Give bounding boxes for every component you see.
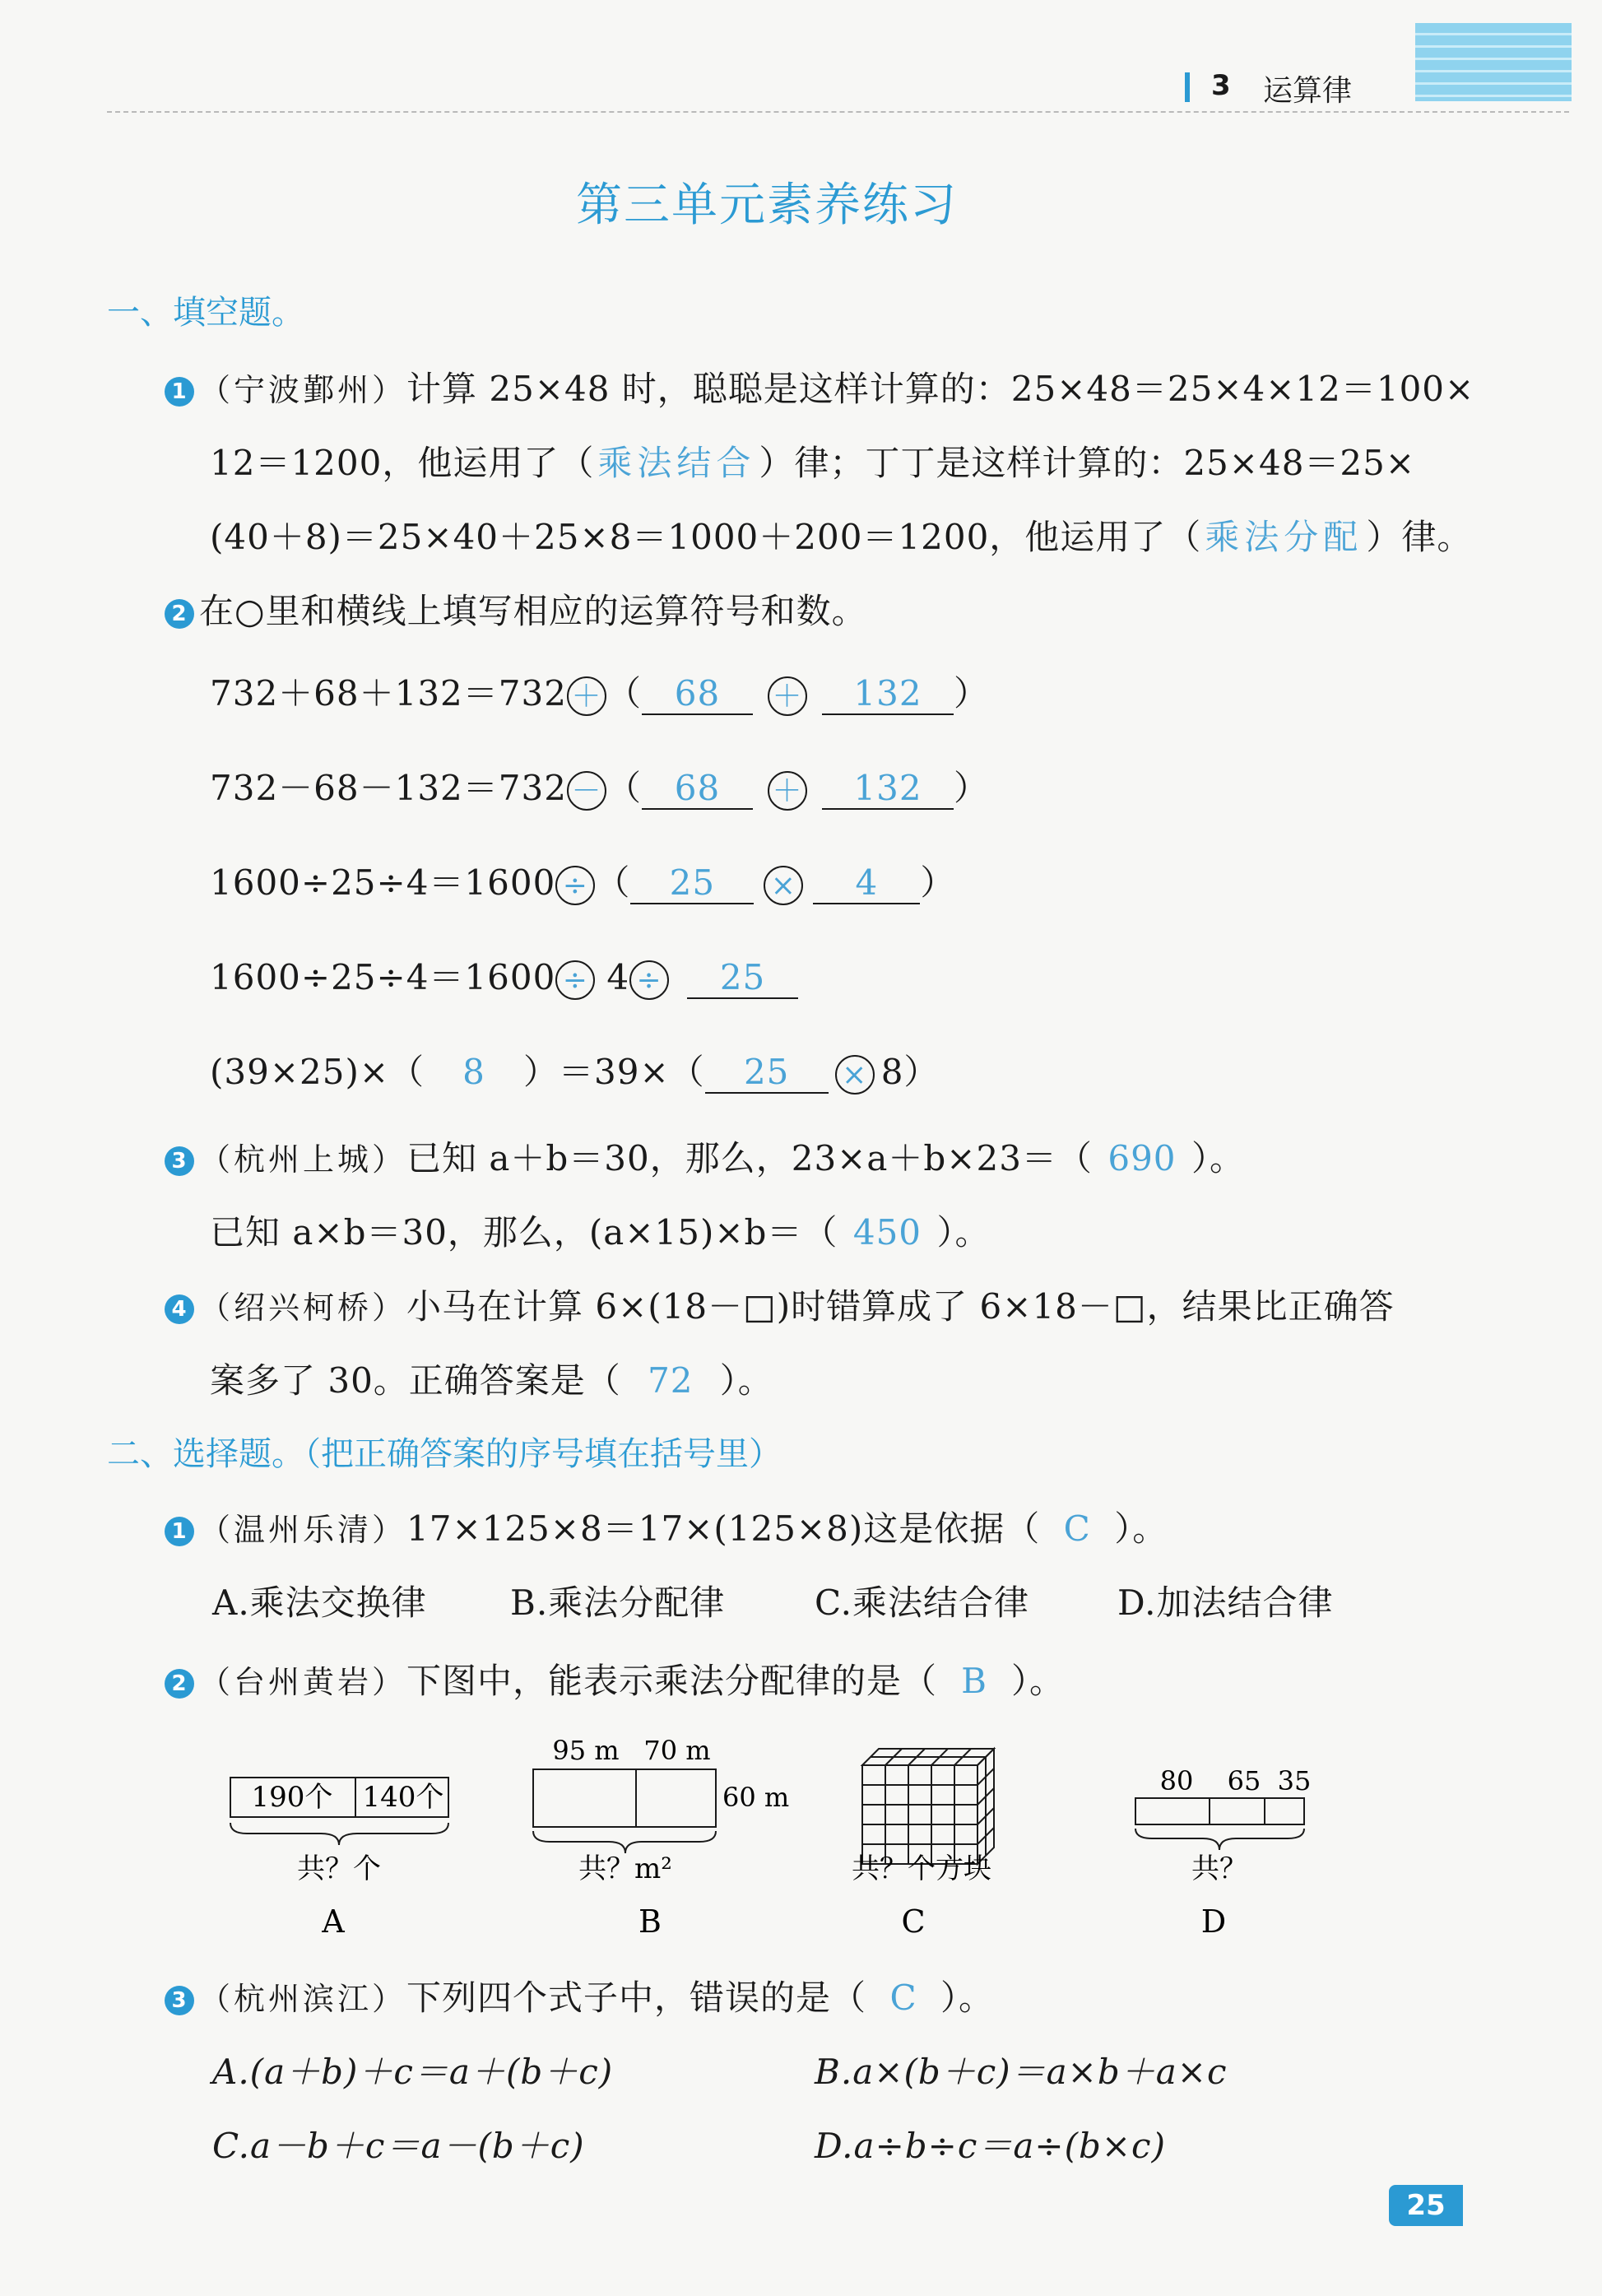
s1-q4-line2 (210, 1354, 773, 1403)
page-number: 25 (1389, 2185, 1463, 2226)
expression: 1600÷25÷4＝1600 (210, 957, 556, 997)
number: 4 (606, 957, 630, 997)
answer-blank[interactable]: 132 (822, 673, 954, 715)
question-number: 3 (165, 1986, 194, 2015)
option-a[interactable]: A.乘法交换律 (212, 1583, 427, 1623)
question-source: （温州乐清） (199, 1512, 407, 1548)
header-accent-bar (1185, 72, 1190, 102)
figure-a-label: A (322, 1903, 345, 1940)
figure-c-caption: 共？个方块 (852, 1852, 991, 1885)
answer-text[interactable]: 乘法结合 (597, 443, 756, 483)
s1-q2-row1 (210, 667, 989, 716)
option-d[interactable]: D.a÷b÷c＝a÷(b×c) (815, 2126, 1166, 2166)
figure-b-top1: 95 m (552, 1735, 620, 1766)
s1-q3-line2 (210, 1206, 990, 1255)
section2-heading: 二、选择题。（把正确答案的序号填在括号里） (107, 1435, 782, 1473)
answer-text[interactable]: C (889, 1978, 917, 2018)
s2-q3-line (165, 1971, 994, 2020)
operator-circle[interactable]: ÷ (555, 960, 595, 1000)
option-b[interactable]: B.乘法分配律 (510, 1583, 726, 1623)
figure-d-n1: 80 (1159, 1765, 1194, 1796)
s1-q1-line1 (165, 362, 1474, 411)
figure-b-side: 60 m (722, 1782, 790, 1813)
operator-circle[interactable]: × (835, 1055, 875, 1095)
figure-d-n3: 35 (1277, 1765, 1312, 1796)
question-source: （台州黄岩） (199, 1664, 407, 1700)
figure-d-n2: 65 (1227, 1765, 1261, 1796)
answer-text[interactable]: 690 (1107, 1138, 1177, 1178)
s2-q3-text: 下列四个式子中，错误的是（ (406, 1978, 867, 2018)
s1-q1-line2 (210, 436, 1415, 486)
expression: ）＝39×（ (523, 1052, 705, 1092)
s1-q1-text: 12＝1200，他运用了（ (210, 443, 595, 483)
answer-blank[interactable]: 25 (630, 862, 754, 904)
answer-blank[interactable]: 25 (687, 957, 798, 999)
figure-c-label: C (901, 1903, 926, 1940)
answer-text[interactable]: 72 (648, 1360, 694, 1401)
s1-q3-text: 已知 a＋b＝30，那么，23×a＋b×23＝（ (406, 1138, 1093, 1178)
paren: ） (953, 768, 989, 808)
page-title: 第三单元素养练习 (576, 179, 958, 232)
s2-q1-text: 17×125×8＝17×(125×8)这是依据（ (406, 1508, 1041, 1549)
expression: (39×25)×（ (210, 1052, 425, 1092)
s1-q3-line1 (165, 1132, 1245, 1181)
option-d[interactable]: D.加法结合律 (1117, 1583, 1334, 1623)
s1-q4-text: ）。 (719, 1360, 773, 1401)
option-b[interactable]: B.a×(b＋c)＝a×b＋a×c (815, 2052, 1228, 2092)
answer-text[interactable]: 450 (852, 1212, 922, 1253)
paren: （ (606, 768, 642, 808)
operator-circle[interactable]: ÷ (555, 866, 595, 905)
question-number: 4 (165, 1294, 194, 1324)
answer-text[interactable]: B (961, 1661, 987, 1701)
section1-heading: 一、填空题。 (107, 294, 304, 332)
s1-q2-row4 (210, 950, 798, 1000)
operator-circle[interactable]: ÷ (629, 960, 669, 1000)
s2-q1-line (165, 1502, 1168, 1551)
expression: 732－68－132＝732 (210, 768, 567, 808)
header-divider (107, 111, 1569, 113)
figure-a-caption: 共？个 (297, 1852, 381, 1885)
expression: 732＋68＋132＝732 (210, 673, 567, 713)
s2-q2-line (165, 1654, 1065, 1703)
figure-b-top2: 70 m (643, 1735, 711, 1766)
s1-q4-text: 案多了 30。正确答案是（ (210, 1360, 621, 1401)
answer-text[interactable]: C (1063, 1508, 1091, 1549)
figure-b-caption: 共？m² (578, 1852, 672, 1885)
figure-c[interactable] (862, 1749, 994, 1864)
s1-q1-text: 计算 25×48 时，聪聪是这样计算的：25×48＝25×4×12＝100× (406, 369, 1475, 409)
answer-blank[interactable]: 68 (642, 673, 753, 715)
answer-text[interactable]: 乘法分配 (1205, 517, 1363, 557)
question-source: （宁波鄞州） (199, 372, 407, 408)
figure-d[interactable] (1135, 1765, 1311, 1940)
header-stripe (1415, 23, 1572, 101)
figure-a[interactable] (230, 1778, 448, 1940)
operator-circle[interactable]: ＋ (768, 771, 807, 811)
question-number: 3 (165, 1146, 194, 1176)
figure-b-label: B (638, 1903, 662, 1940)
s1-q2-row2 (210, 761, 989, 811)
question-source: （杭州滨江） (199, 1981, 407, 2017)
question-number: 2 (165, 599, 194, 629)
s1-q2-prompt (165, 584, 867, 634)
expression: 1600÷25÷4＝1600 (210, 862, 556, 903)
s1-q3-text: ）。 (1191, 1138, 1245, 1178)
s1-q1-text: (40＋8)＝25×40＋25×8＝1000＋200＝1200，他运用了（ (210, 517, 1202, 557)
figure-a-right-label: 140个 (362, 1781, 444, 1814)
question-source: （绍兴柯桥） (199, 1290, 407, 1326)
operator-circle[interactable]: － (567, 771, 606, 811)
s1-q1-text: ）律。 (1366, 517, 1473, 557)
answer-blank[interactable]: 132 (822, 768, 954, 810)
paren: （ (606, 673, 642, 713)
s1-q2-text: 在○里和横线上填写相应的运算符号和数。 (199, 591, 867, 631)
figure-a-left-label: 190个 (251, 1781, 333, 1814)
paren: ） (920, 862, 956, 903)
answer-blank[interactable]: 25 (705, 1052, 829, 1094)
s1-q1-line3 (210, 510, 1472, 560)
s1-q4-text: 小马在计算 6×(18－□)时错算成了 6×18－□，结果比正确答 (406, 1286, 1395, 1327)
header-unit-number: 3 (1211, 69, 1231, 102)
figure-b[interactable] (533, 1735, 789, 1940)
answer-blank[interactable]: 68 (642, 768, 753, 810)
question-number: 1 (165, 377, 194, 407)
question-number: 2 (165, 1669, 194, 1699)
option-c[interactable]: C.a－b＋c＝a－(b＋c) (212, 2126, 585, 2166)
figure-d-label: D (1200, 1903, 1227, 1940)
s1-q2-row5 (210, 1045, 939, 1095)
s2-q2-text: 下图中，能表示乘法分配律的是（ (406, 1661, 938, 1701)
operator-circle[interactable]: ＋ (768, 676, 807, 716)
s1-q4-line1 (165, 1280, 1395, 1329)
s1-q2-row3 (210, 856, 955, 905)
paren: （ (595, 862, 631, 903)
option-c[interactable]: C.乘法结合律 (815, 1583, 1029, 1623)
operator-circle[interactable]: × (764, 866, 803, 905)
s1-q1-text: ）律；丁丁是这样计算的：25×48＝25× (759, 443, 1416, 483)
paren: ） (953, 673, 989, 713)
s1-q3-text: 已知 a×b＝30，那么，(a×15)×b＝（ (210, 1212, 838, 1253)
operator-circle[interactable]: ＋ (567, 676, 606, 716)
s1-q3-text: ）。 (936, 1212, 991, 1253)
question-number: 1 (165, 1517, 194, 1546)
s2-q1-text: ）。 (1114, 1508, 1168, 1549)
figure-d-caption: 共？ (1191, 1852, 1247, 1885)
expression: 8） (880, 1052, 940, 1092)
header-unit-title: 运算律 (1263, 74, 1353, 108)
figures (0, 1728, 1602, 1975)
answer-text[interactable]: 8 (462, 1052, 485, 1092)
question-source: （杭州上城） (199, 1141, 407, 1178)
s2-q2-text: ）。 (1011, 1661, 1066, 1701)
option-a[interactable]: A.(a＋b)＋c＝a＋(b＋c) (212, 2052, 614, 2092)
answer-blank[interactable]: 4 (813, 862, 920, 904)
s2-q3-text: ）。 (940, 1978, 995, 2018)
